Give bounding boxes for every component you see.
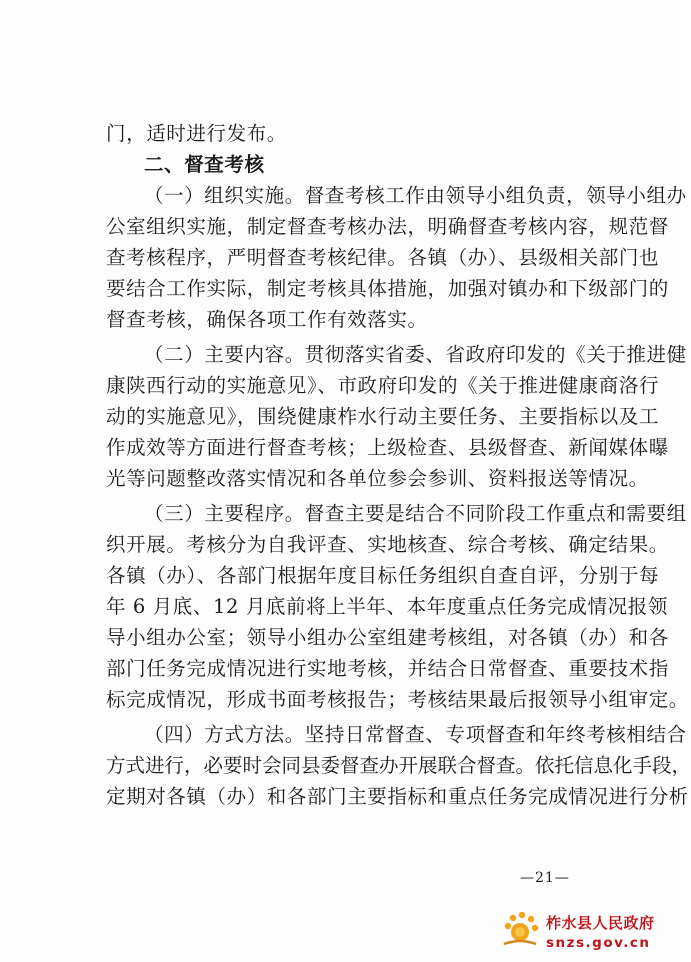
text-line: 动的实施意见》，围绕健康柞水行动主要任务、主要指标以及工 — [106, 405, 660, 428]
text-line: 年 6 月底、12 月底前将上半年、本年度重点任务完成情况报领 — [106, 595, 668, 618]
section-heading: 二、督查考核 — [144, 153, 265, 176]
sun-logo-icon — [500, 910, 540, 950]
text-line: （三）主要程序。督查主要是结合不同阶段工作重点和需要组 — [144, 502, 687, 525]
text-line: 导小组办公室；领导小组办公室组建考核组，对各镇（办）和各 — [106, 626, 669, 649]
text-line: 要结合工作实际，制定考核具体措施，加强对镇办和下级部门的 — [106, 277, 669, 300]
text-line: 门，适时进行发布。 — [106, 122, 287, 145]
text-line: 查考核程序，严明督查考核纪律。各镇（办）、县级相关部门也 — [106, 246, 660, 269]
watermark-url: snzs.gov.cn — [546, 935, 651, 951]
text-line: 部门任务完成情况进行实地考核，并结合日常督查、重要技术指 — [106, 657, 669, 680]
text-line: 方式进行，必要时会同县委督查办开展联合督查。依托信息化手段， — [106, 754, 691, 777]
text-line: 定期对各镇（办）和各部门主要指标和重点任务完成情况进行分析 — [106, 785, 689, 808]
text-line: 督查考核，确保各项工作有效落实。 — [106, 308, 428, 331]
text-line: 作成效等方面进行督查考核；上级检查、县级督查、新闻媒体曝 — [106, 436, 669, 459]
text-line: 光等问题整改落实情况和各单位参会参训、资料报送等情况。 — [106, 467, 649, 490]
text-line: 各镇（办）、各部门根据年度目标任务组织自查自评，分别于每 — [106, 564, 660, 587]
page-number: —21— — [520, 870, 570, 886]
text-line: 织开展。考核分为自我评查、实地核查、综合考核、确定结果。 — [106, 533, 669, 556]
text-line: 康陕西行动的实施意见》、市政府印发的《关于推进健康商洛行 — [106, 374, 660, 397]
document-body — [106, 118, 691, 812]
text-line: 标完成情况，形成书面考核报告；考核结果最后报领导小组审定。 — [106, 688, 689, 711]
watermark-logo — [500, 908, 670, 958]
text-line: （四）方式方法。坚持日常督查、专项督查和年终考核相结合 — [144, 723, 687, 746]
text-line: 公室组织实施，制定督查考核办法，明确督查考核内容，规范督 — [106, 215, 669, 238]
text-line: （一）组织实施。督查考核工作由领导小组负责，领导小组办 — [144, 184, 687, 207]
text-line: （二）主要内容。贯彻落实省委、省政府印发的《关于推进健 — [144, 343, 687, 366]
watermark-title: 柞水县人民政府 — [546, 914, 655, 932]
